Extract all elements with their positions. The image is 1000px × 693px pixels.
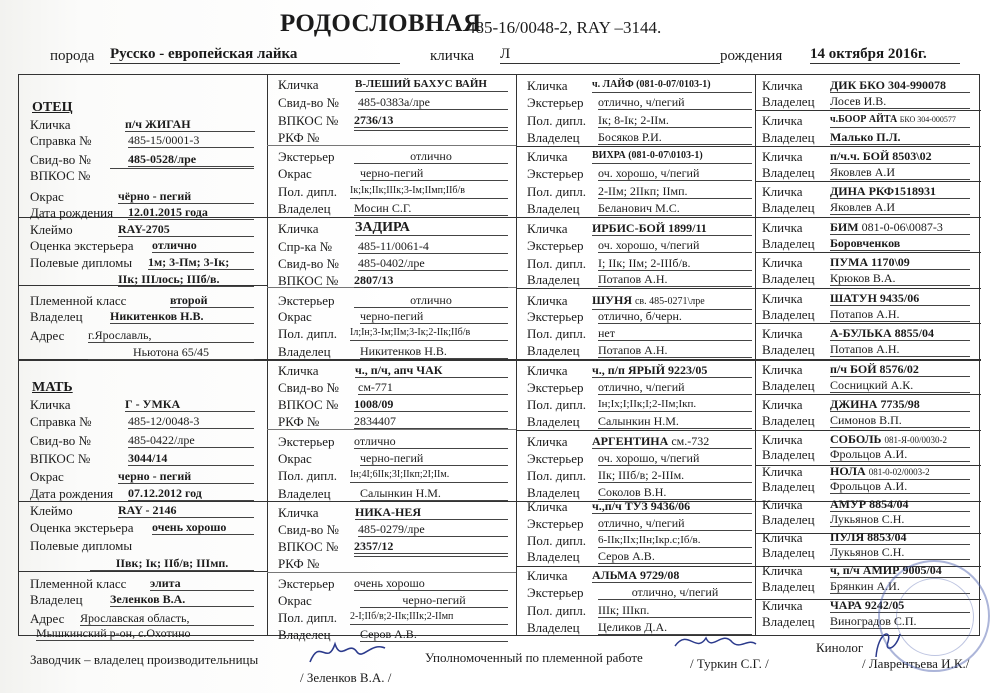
column-divider (516, 75, 517, 635)
gg12-owner-label: Владелец (762, 479, 815, 494)
row-divider (516, 288, 755, 289)
gg7-owner: Потапов А.Н. (830, 307, 970, 322)
gp1-exterior-label: Экстерьер (278, 149, 335, 164)
father-name-value: п/ч ЖИГАН (125, 117, 255, 132)
ggp8-name-label: Кличка (527, 568, 568, 583)
mother-owner-label: Владелец (30, 592, 83, 607)
ggp2-name-value: ВИХРА (081-0-07\0103-1) (592, 149, 752, 164)
ggp5-ext-label: Экстерьер (527, 380, 584, 395)
ggp7-ext-value: отлично, ч/пегий (598, 516, 752, 531)
breeder-signature (305, 632, 395, 672)
gp1-cert-label: Свид-во № (278, 95, 339, 110)
gg5-owner-label: Владелец (762, 236, 815, 251)
row-divider (267, 217, 516, 218)
mother-name-label: Кличка (30, 397, 71, 412)
row-divider (755, 146, 981, 147)
gg4-label: Кличка (762, 184, 803, 199)
gp4-dipl-value: 2-I;IIб/в;2-IIк;IIIк;2-IIмп (350, 610, 508, 625)
gg4-name: ДИНА РКФ1518931 (830, 184, 970, 199)
father-field-label: Полевые дипломы (30, 255, 133, 270)
ggp8-dipl-value: IIIк; IIIкп. (598, 603, 752, 618)
official-stamp (878, 560, 990, 672)
gg7-name: ШАТУН 9435/06 (830, 291, 970, 306)
gg11-owner-label: Владелец (762, 447, 815, 462)
mother-address-value-2: Мышкинский р-он, с.Охотино (36, 626, 254, 641)
gp1-rkf-label: РКФ № (278, 130, 320, 145)
ggp7-dipl-label: Пол. дипл. (527, 533, 586, 548)
ggp5-dipl-label: Пол. дипл. (527, 397, 586, 412)
gp1-exterior-value: отлично (354, 149, 508, 164)
gg8-label: Кличка (762, 326, 803, 341)
gg5-name: БИМ (830, 220, 859, 234)
gg1-owner-label: Владелец (762, 94, 815, 109)
gp2-ref-value: 485-11/0061-4 (358, 239, 508, 254)
mother-brand-value: RAY - 2146 (118, 503, 254, 518)
ggp6-name-extra: см.-732 (671, 434, 710, 448)
gg3-name: п/ч.ч. БОЙ 8503\02 (830, 149, 970, 164)
gg12-label: Кличка (762, 464, 803, 479)
ggp4-dipl-label: Пол. дипл. (527, 326, 586, 341)
gp4-exterior-value: очень хорошо (354, 576, 508, 591)
mother-class-label: Племенной класс (30, 576, 127, 591)
ggp1-ext-label: Экстерьер (527, 95, 584, 110)
gp1-color-value: черно-пегий (360, 166, 508, 181)
gg15-owner: Брянкин А.И. (830, 579, 970, 594)
row-divider (516, 566, 755, 567)
ggp4-owner-label: Владелец (527, 343, 580, 358)
row-divider (755, 252, 981, 253)
gp3-color-value: черно-пегий (360, 451, 508, 466)
gg14-owner: Лукьянов С.Н. (830, 545, 970, 560)
ggp2-name-label: Кличка (527, 149, 568, 164)
mother-field-label: Полевые дипломы (30, 538, 133, 553)
ggp2-dipl-label: Пол. дипл. (527, 184, 586, 199)
gp4-rkf-label: РКФ № (278, 556, 320, 571)
gp1-dipl-label: Пол. дипл. (278, 184, 337, 199)
ggp5-ext-value: отлично, ч/пегий (598, 380, 752, 395)
document-id: 485-16/0048-2, RAY –3144. (467, 18, 662, 37)
father-field-value: 1м; 3-Пм; 3-Iк; (148, 255, 254, 270)
ggp1-name-value: ч. ЛАЙФ (081-0-07/0103-1) (592, 78, 752, 93)
father-cert-label: Свид-во № (30, 152, 91, 167)
ggp7-name-label: Кличка (527, 499, 568, 514)
row-divider (516, 430, 755, 431)
gp3-exterior-value: отлично (354, 434, 508, 449)
gp2-color-label: Окрас (278, 309, 312, 324)
mother-vpkos-value: 3044/14 (128, 451, 254, 466)
father-field-value-2: IIк; IIIлось; IIIб/в. (118, 272, 254, 287)
ggp7-name-value: ч.,п/ч ТУЗ 9436/06 (592, 499, 752, 514)
gp4-cert-value: 485-0279/лре (358, 522, 508, 537)
gp4-color-value: черно-пегий (360, 593, 508, 608)
mother-field-value: IIвк; Iк; IIб/в; IIIмп. (90, 556, 254, 571)
gg9-owner-label: Владелец (762, 378, 815, 393)
ggp4-name-extra: св. 485-0271\лре (634, 296, 705, 307)
birth-label: рождения (720, 48, 783, 64)
father-address-value-2: Ньютона 65/45 (88, 345, 254, 360)
gp1-vpkos-label: ВПКОС № (278, 113, 339, 128)
gg5-name-extra: 081-0-06\0087-3 (861, 220, 943, 234)
mother-cert-value: 485-0422/лре (128, 433, 254, 448)
gp1-owner-label: Владелец (278, 201, 331, 216)
mother-exterior-label: Оценка экстерьера (30, 520, 134, 535)
father-name-label: Кличка (30, 117, 71, 132)
father-birth-value: 12.01.2015 года (128, 205, 254, 220)
ggp3-name-label: Кличка (527, 221, 568, 236)
gp2-vpkos-value: 2807/13 (354, 273, 508, 288)
ggp5-name-value: ч., п/п ЯРЫЙ 9223/05 (592, 363, 752, 378)
column-divider (755, 75, 756, 635)
ggp3-ext-value: оч. хорошо, ч/пегий (598, 238, 752, 253)
ggp6-owner-label: Владелец (527, 485, 580, 500)
ggp3-owner-value: Потапов А.Н. (598, 272, 752, 287)
gg10-owner-label: Владелец (762, 413, 815, 428)
gg6-owner: Крюков В.А. (830, 271, 970, 286)
gg1-label: Кличка (762, 78, 803, 93)
gg1-owner: Лосев И.В. (830, 94, 970, 109)
ggp7-ext-label: Экстерьер (527, 516, 584, 531)
father-section-title: ОТЕЦ (32, 100, 73, 115)
row-divider (516, 217, 755, 218)
gg15-name: ч, п/ч АМИР 9005/04 (830, 563, 970, 578)
mother-birth-value: 07.12.2012 год (128, 486, 254, 501)
gg5-name-wrap (830, 220, 970, 235)
ggp1-owner-value: Босяков Р.И. (598, 130, 752, 145)
father-address-label: Адрес (30, 328, 65, 343)
kinolog-name: / Лаврентьева И.К./ (862, 656, 970, 671)
ggp6-dipl-label: Пол. дипл. (527, 468, 586, 483)
gg9-label: Кличка (762, 362, 803, 377)
name-label: кличка (430, 48, 475, 64)
ggp8-owner-label: Владелец (527, 620, 580, 635)
authorized-label: Уполномоченный по племенной работе (425, 650, 643, 665)
gp2-dipl-label: Пол. дипл. (278, 326, 337, 341)
gp4-name-value: НИКА-НЕЯ (355, 505, 508, 520)
gp3-owner-label: Владелец (278, 486, 331, 501)
ggp5-name-label: Кличка (527, 363, 568, 378)
gg10-label: Кличка (762, 397, 803, 412)
ggp2-owner-value: Беланович М.С. (598, 201, 752, 216)
name-value: Л (500, 46, 720, 64)
ggp3-dipl-label: Пол. дипл. (527, 256, 586, 271)
gg7-label: Кличка (762, 291, 803, 306)
gp3-cert-value: см-771 (358, 380, 508, 395)
gg15-owner-label: Владелец (762, 579, 815, 594)
row-divider (755, 217, 981, 218)
row-divider (755, 430, 981, 431)
ggp3-dipl-value: I; IIк; IIм; 2-IIIб/в. (598, 256, 752, 271)
ggp6-ext-label: Экстерьер (527, 451, 584, 466)
ggp7-owner-label: Владелец (527, 549, 580, 564)
ggp6-name-value: АРГЕНТИНА (592, 434, 669, 448)
gg11-label: Кличка (762, 432, 803, 447)
mother-exterior-value: очень хорошо (152, 520, 254, 535)
gg16-name: ЧАРА 9242/05 (830, 598, 970, 613)
father-brand-label: Клеймо (30, 222, 73, 237)
gg12-name-extra: 081-0-02/0003-2 (868, 467, 930, 477)
father-cert-value: 485-0528/лре (128, 152, 254, 167)
gp4-dipl-label: Пол. дипл. (278, 610, 337, 625)
mother-color-value: черно - пегий (118, 469, 254, 484)
gg11-name: СОБОЛЬ (830, 432, 882, 446)
ggp5-owner-value: Салынкин Н.М. (598, 414, 752, 429)
gp1-name-label: Кличка (278, 77, 319, 92)
ggp4-name-label: Кличка (527, 293, 568, 308)
ggp8-ext-value: отлично, ч/пегий (598, 585, 752, 600)
ggp4-ext-value: отлично, б/черн. (598, 309, 752, 324)
father-birth-label: Дата рождения (30, 205, 114, 220)
row-divider (755, 288, 981, 289)
gg8-owner-label: Владелец (762, 342, 815, 357)
gp3-color-label: Окрас (278, 451, 312, 466)
row-divider (267, 572, 516, 573)
ggp8-owner-value: Целиков Д.А. (598, 620, 752, 635)
ggp5-owner-label: Владелец (527, 414, 580, 429)
column-divider (267, 75, 268, 635)
gp4-cert-label: Свид-во № (278, 522, 339, 537)
gp2-owner-label: Владелец (278, 344, 331, 359)
gg13-label: Кличка (762, 497, 803, 512)
ggp2-ext-value: оч. хорошо, ч/пегий (598, 166, 752, 181)
father-ref-label: Справка № (30, 133, 92, 148)
gp3-owner-value: Салынкин Н.М. (360, 486, 508, 501)
gp4-color-label: Окрас (278, 593, 312, 608)
gp1-cert-value: 485-0383а/лре (358, 95, 508, 110)
gg14-name: ПУЛЯ 8853/04 (830, 530, 970, 545)
gp2-cert-value: 485-0402/лре (358, 256, 508, 271)
mother-ref-label: Справка № (30, 414, 92, 429)
gg3-label: Кличка (762, 149, 803, 164)
mother-brand-label: Клеймо (30, 503, 73, 518)
father-exterior-label: Оценка экстерьера (30, 238, 134, 253)
father-exterior-value: отлично (152, 238, 254, 253)
gp3-rkf-label: РКФ № (278, 414, 320, 429)
father-vpkos-label: ВПКОС № (30, 168, 91, 183)
gp3-exterior-label: Экстерьер (278, 434, 335, 449)
gg6-name: ПУМА 1170\09 (830, 255, 970, 270)
gg2-name-extra: БКО 304-000577 (899, 115, 956, 124)
breeder-label: Заводчик – владелец производительницы (30, 652, 259, 667)
breed-value: Русско - европейская лайка (110, 46, 400, 64)
row-divider (755, 110, 981, 111)
mother-vpkos-label: ВПКОС № (30, 451, 91, 466)
mother-class-value: элита (150, 576, 254, 591)
ggp6-name-label: Кличка (527, 434, 568, 449)
authorized-name: / Туркин С.Г. / (690, 656, 769, 671)
ggp7-owner-value: Серов А.В. (598, 549, 752, 564)
mother-section-title: МАТЬ (32, 380, 73, 395)
gp3-rkf-value: 2834407 (354, 414, 508, 429)
gg14-owner-label: Владелец (762, 545, 815, 560)
gp3-name-value: ч., п/ч, апч ЧАК (355, 363, 508, 378)
gp2-cert-label: Свид-во № (278, 256, 339, 271)
gp3-cert-label: Свид-во № (278, 380, 339, 395)
kinolog-label: Кинолог (816, 640, 864, 655)
father-address-value: г.Ярославль, (88, 328, 254, 343)
ggp8-dipl-label: Пол. дипл. (527, 603, 586, 618)
gp1-color-label: Окрас (278, 166, 312, 181)
gp3-name-label: Кличка (278, 363, 319, 378)
gp1-dipl-value: Iк;Iк;IIк;IIIк;3-Iм;IIмп;IIб/в (350, 184, 508, 199)
ggp6-dipl-value: IIк; IIIб/в; 2-IIIм. (598, 468, 752, 483)
ggp6-ext-value: оч. хорошо, ч/пегий (598, 451, 752, 466)
gp3-vpkos-label: ВПКОС № (278, 397, 339, 412)
breed-label: порода (50, 48, 95, 64)
ggp3-owner-label: Владелец (527, 272, 580, 287)
gg4-owner-label: Владелец (762, 200, 815, 215)
mother-birth-label: Дата рождения (30, 486, 114, 501)
gp2-vpkos-label: ВПКОС № (278, 273, 339, 288)
gp1-owner-value: Мосин С.Г. (354, 201, 508, 216)
gg2-name-wrap (830, 113, 970, 128)
ggp6-name-wrap (592, 434, 752, 449)
gp2-name-label: Кличка (278, 221, 319, 236)
ggp1-dipl-label: Пол. дипл. (527, 113, 586, 128)
gg2-name: ч.БООР АЙТА (830, 114, 898, 125)
gp2-ref-label: Спр-ка № (278, 239, 332, 254)
mother-color-label: Окрас (30, 469, 64, 484)
gp2-owner-value: Никитенков Н.В. (360, 344, 508, 359)
ggp4-dipl-value: нет (598, 326, 752, 341)
birth-value: 14 октября 2016г. (810, 46, 960, 64)
row-divider (19, 571, 267, 572)
gp4-rkf-value (354, 556, 508, 557)
gp3-dipl-value: Iн;4I;6IIк;3I;IIкп;2I;IIм. (350, 468, 508, 483)
mother-name-value: Г - УМКА (125, 397, 255, 412)
authorized-signature (670, 624, 760, 660)
gg3-owner: Яковлев А.И (830, 165, 970, 180)
gg3-owner-label: Владелец (762, 165, 815, 180)
gp1-vpkos-value: 2736/13 (354, 113, 508, 128)
gp4-name-label: Кличка (278, 505, 319, 520)
gg4-owner: Яковлев А.И (830, 200, 970, 215)
gg5-label: Кличка (762, 220, 803, 235)
gg11-owner: Фрольцов А.И. (830, 447, 970, 462)
father-owner-label: Владелец (30, 309, 83, 324)
gg5-owner: Боровченков (830, 236, 970, 251)
ggp4-name-value: ШУНЯ (592, 293, 632, 307)
gg12-name: НОЛА (830, 464, 866, 478)
gg1-name: ДИК БКО 304-990078 (830, 78, 970, 93)
gp2-dipl-value: Iл;Iн;3-Iм;IIм;3-Iк;2-IIк;IIб/в (350, 326, 508, 341)
breeder-name: / Зеленков В.А. / (300, 670, 392, 685)
gp4-vpkos-label: ВПКОС № (278, 539, 339, 554)
ggp1-owner-label: Владелец (527, 130, 580, 145)
ggp8-ext-label: Экстерьер (527, 585, 584, 600)
gg7-owner-label: Владелец (762, 307, 815, 322)
father-owner-value: Никитенков Н.В. (110, 309, 254, 324)
gg12-name-wrap (830, 464, 970, 480)
gg9-name: п/ч БОЙ 8576/02 (830, 362, 970, 377)
row-divider (755, 181, 981, 182)
gg6-label: Кличка (762, 255, 803, 270)
mother-cert-label: Свид-во № (30, 433, 91, 448)
ggp5-dipl-value: Iн;Iх;I;IIк;I;2-IIм;Iкп. (598, 397, 752, 412)
mother-owner-value: Зеленков В.А. (110, 592, 254, 607)
gg2-label: Кличка (762, 113, 803, 128)
ggp3-ext-label: Экстерьер (527, 238, 584, 253)
gp1-name-value: В-ЛЕШИЙ БАХУС ВАЙН (355, 77, 508, 92)
row-divider (755, 323, 981, 324)
gp4-vpkos-value: 2357/12 (354, 539, 508, 554)
ggp2-owner-label: Владелец (527, 201, 580, 216)
gg16-owner: Виноградов С.П. (830, 614, 970, 629)
gg12-owner: Фрольцов А.И. (830, 479, 970, 494)
ggp4-name-wrap (592, 293, 752, 310)
gg8-name: А-БУЛЬКА 8855/04 (830, 326, 970, 341)
mother-ref-value: 485-12/0048-3 (128, 414, 254, 429)
gp2-exterior-label: Экстерьер (278, 293, 335, 308)
ggp1-ext-value: отлично, ч/пегий (598, 95, 752, 110)
gg13-name: АМУР 8854/04 (830, 497, 970, 512)
ggp2-ext-label: Экстерьер (527, 166, 584, 181)
ggp1-dipl-value: Iк; 8-Iк; 2-IIм. (598, 113, 752, 128)
father-class-label: Племенной класс (30, 293, 127, 308)
ggp4-ext-label: Экстерьер (527, 309, 584, 324)
father-vpkos-value (110, 168, 254, 169)
gg16-owner-label: Владелец (762, 614, 815, 629)
father-ref-value: 485-15/0001-3 (128, 133, 254, 148)
gg10-name: ДЖИНА 7735/98 (830, 397, 970, 412)
gg2-owner-label: Владелец (762, 130, 815, 145)
gp2-color-value: черно-пегий (360, 309, 508, 324)
gg9-owner: Сосницкий А.К. (830, 378, 970, 393)
gg13-owner-label: Владелец (762, 512, 815, 527)
mother-address-label: Адрес (30, 611, 65, 626)
ggp8-name-value: АЛЬМА 9729/08 (592, 568, 752, 583)
ggp7-dipl-value: 6-IIк;IIх;IIн;Iкр.с;Iб/в. (598, 533, 752, 548)
ggp2-dipl-value: 2-IIм; 2IIкп; IIмп. (598, 184, 752, 199)
mother-address-value: Ярославская область, (80, 611, 254, 626)
gg6-owner-label: Владелец (762, 271, 815, 286)
gp2-name-value: ЗАДИРА (355, 221, 508, 236)
gp3-dipl-label: Пол. дипл. (278, 468, 337, 483)
gp4-owner-label: Владелец (278, 627, 331, 642)
gg13-owner: Лукьянов С.Н. (830, 512, 970, 527)
gg14-label: Кличка (762, 530, 803, 545)
gg16-label: Кличка (762, 598, 803, 613)
gg11-name-wrap (830, 432, 970, 448)
gp2-exterior-value: отлично (354, 293, 508, 308)
gp4-owner-value: Серов А.В. (360, 627, 508, 642)
document-title: РОДОСЛОВНАЯ (280, 10, 482, 37)
father-color-label: Окрас (30, 189, 64, 204)
ggp1-name-label: Кличка (527, 78, 568, 93)
gg15-label: Кличка (762, 563, 803, 578)
ggp3-name-value: ИРБИС-БОЙ 1899/11 (592, 221, 752, 236)
gg2-owner: Малько П.Л. (830, 130, 970, 145)
father-class-value: второй (170, 293, 254, 308)
row-divider (755, 394, 981, 395)
gg11-name-extra: 081-Я-00/0030-2 (884, 435, 947, 445)
gg10-owner: Симонов В.П. (830, 413, 970, 428)
father-color-value: чёрно - пегий (118, 189, 254, 204)
gg8-owner: Потапов А.Н. (830, 342, 970, 357)
father-brand-value: RAY-2705 (118, 222, 254, 237)
row-divider (516, 146, 755, 147)
ggp4-owner-value: Потапов А.Н. (598, 343, 752, 358)
gp4-exterior-label: Экстерьер (278, 576, 335, 591)
gp1-rkf-value (354, 130, 508, 131)
ggp6-owner-value: Соколов В.Н. (598, 485, 752, 500)
gp3-vpkos-value: 1008/09 (354, 397, 508, 412)
